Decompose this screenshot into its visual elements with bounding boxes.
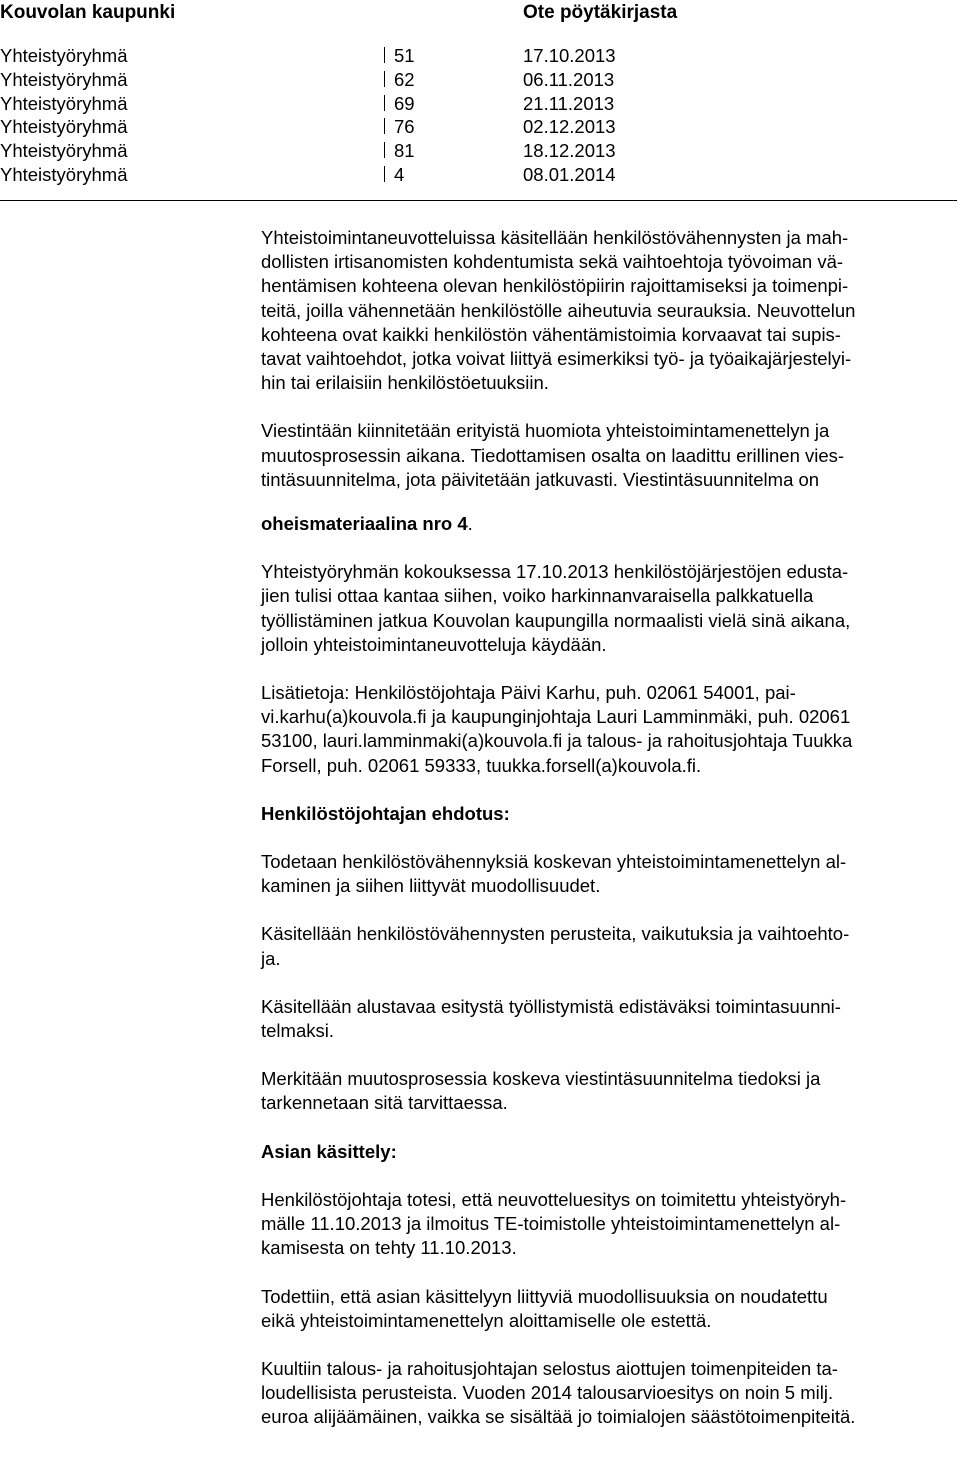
text-line: Todettiin, että asian käsittelyyn liittyviä muodollisuuksia on noudatettu bbox=[261, 1285, 828, 1307]
text-line: telmaksi. bbox=[261, 1020, 334, 1042]
meeting-reference-list bbox=[0, 44, 960, 187]
proposal-item bbox=[261, 995, 959, 1043]
text-line: Käsitellään alustavaa esitystä työllistymistä edistäväksi toimintasuunni- bbox=[261, 995, 841, 1017]
handling-item bbox=[261, 1357, 959, 1430]
section-mark bbox=[384, 47, 393, 63]
text-line: mälle 11.10.2013 ja ilmoitus TE-toimistolle yhteistoimintamenettelyn al- bbox=[261, 1213, 841, 1235]
organization-name: Kouvolan kaupunki bbox=[0, 2, 176, 23]
text-line: 53100, lauri.lamminmaki(a)kouvola.fi ja talous- ja rahoitusjohtaja Tuukka bbox=[261, 730, 853, 752]
text-line: Lisätietoja: Henkilöstöjohtaja Päivi Karhu, puh. 02061 54001, pai- bbox=[261, 682, 796, 704]
meeting-number: 76 bbox=[394, 116, 415, 138]
meeting-date: 02.12.2013 bbox=[523, 116, 616, 138]
meeting-date: 17.10.2013 bbox=[523, 45, 616, 66]
text-line: hentämisen kohteena olevan henkilöstöpiirin rajoittamiseksi ja toimenpi- bbox=[261, 275, 849, 297]
text-line: loudellisista perusteista. Vuoden 2014 talousarvioesitys on noin 5 milj. bbox=[261, 1382, 834, 1404]
text-line: työllistäminen jatkua Kouvolan kaupungilla normaalisti vielä sinä aikana, bbox=[261, 609, 851, 631]
meeting-number: 81 bbox=[394, 140, 415, 162]
meeting-row bbox=[0, 44, 960, 68]
meeting-group: Yhteistyöryhmä bbox=[0, 92, 128, 114]
paragraph-negotiation-scope bbox=[261, 226, 959, 395]
text-line: kohteena ovat kaikki henkilöstön vähentämistoimia korvaavat tai supis- bbox=[261, 323, 841, 345]
meeting-date: 21.11.2013 bbox=[523, 92, 615, 114]
section-mark bbox=[384, 166, 393, 182]
text-line: Käsitellään henkilöstövähennysten perusteita, vaikutuksia ja vaihtoehto- bbox=[261, 923, 850, 945]
document-header bbox=[0, 0, 960, 30]
heading-proposal: Henkilöstöjohtajan ehdotus: bbox=[261, 802, 510, 824]
text-line: jolloin yhteistoimintaneuvotteluja käydään. bbox=[261, 633, 607, 655]
meeting-date: 08.01.2014 bbox=[523, 163, 616, 185]
heading-handling: Asian käsittely: bbox=[261, 1140, 397, 1162]
section-mark bbox=[384, 142, 393, 158]
text-line: tarkennetaan sitä tarvittaessa. bbox=[261, 1092, 508, 1114]
text-line: Kuultiin talous- ja rahoitusjohtajan selostus aiottujen toimenpiteiden ta- bbox=[261, 1357, 838, 1379]
text-line: tavat vaihtoehdot, jotka voivat liittyä esimerkiksi työ- ja työaikajärjestelyi- bbox=[261, 348, 852, 370]
text-line: hin tai erilaisiin henkilöstöetuuksiin. bbox=[261, 372, 549, 394]
meeting-number: 51 bbox=[394, 45, 415, 66]
text-line: Merkitään muutosprosessia koskeva viestintäsuunnitelma tiedoksi ja bbox=[261, 1068, 821, 1090]
proposal-item bbox=[261, 922, 959, 970]
attachment-reference bbox=[261, 512, 959, 536]
proposal-item bbox=[261, 850, 959, 898]
text-line: dollisten irtisanomisten kohdentumista sekä vaihtoehtoja työvoiman vä- bbox=[261, 251, 844, 273]
text-line: Forsell, puh. 02061 59333, tuukka.forsell(a)kouvola.fi. bbox=[261, 754, 702, 776]
text-line: ja. bbox=[261, 947, 281, 969]
text-line: Yhteistyöryhmän kokouksessa 17.10.2013 henkilöstöjärjestöjen edusta- bbox=[261, 561, 849, 583]
meeting-group: Yhteistyöryhmä bbox=[0, 163, 128, 185]
handling-item bbox=[261, 1285, 959, 1333]
text-line: kaminen ja siihen liittyvät muodollisuudet. bbox=[261, 875, 601, 897]
text-line: euroa alijäämäinen, vaikka se sisältää jo toimialojen säästötoimenpiteitä. bbox=[261, 1406, 856, 1428]
text-line: vi.karhu(a)kouvola.fi ja kaupunginjohtaja Lauri Lamminmäki, puh. 02061 bbox=[261, 706, 851, 728]
document-body bbox=[261, 226, 959, 1430]
meeting-number: 4 bbox=[394, 163, 405, 185]
meeting-row bbox=[0, 139, 960, 163]
text-line: Henkilöstöjohtaja totesi, että neuvotteluesitys on toimitettu yhteistyöryh- bbox=[261, 1188, 847, 1210]
handling-item bbox=[261, 1188, 959, 1261]
meeting-group: Yhteistyöryhmä bbox=[0, 140, 128, 162]
attachment-tail: . bbox=[467, 513, 473, 535]
text-line bbox=[261, 512, 959, 536]
meeting-date: 18.12.2013 bbox=[523, 140, 616, 162]
text-line: tintäsuunnitelma, jota päivitetään jatkuvasti. Viestintäsuunnitelma on bbox=[261, 468, 820, 490]
text-line: jien tulisi ottaa kantaa siihen, voiko harkinnanvaraisella palkkatuella bbox=[261, 585, 814, 607]
paragraph-contact-info bbox=[261, 681, 959, 778]
header-divider bbox=[0, 200, 957, 201]
text-line: Todetaan henkilöstövähennyksiä koskevan yhteistoimintamenettelyn al- bbox=[261, 851, 847, 873]
paragraph-communication bbox=[261, 419, 959, 492]
section-mark bbox=[384, 95, 393, 111]
document-type: Ote pöytäkirjasta bbox=[523, 2, 678, 23]
meeting-number: 69 bbox=[394, 92, 415, 114]
meeting-group: Yhteistyöryhmä bbox=[0, 116, 128, 138]
meeting-row bbox=[0, 115, 960, 139]
meeting-row bbox=[0, 163, 960, 187]
meeting-group: Yhteistyöryhmä bbox=[0, 45, 128, 66]
text-line: muutosprosessin aikana. Tiedottamisen osalta on laadittu erillinen vies- bbox=[261, 444, 845, 466]
section-mark bbox=[384, 118, 393, 134]
text-line: eikä yhteistoimintamenettelyn aloittamiselle ole estettä. bbox=[261, 1309, 712, 1331]
meeting-row bbox=[0, 68, 960, 92]
attachment-label: oheismateriaalina nro 4 bbox=[261, 513, 468, 535]
proposal-item bbox=[261, 1067, 959, 1115]
meeting-number: 62 bbox=[394, 68, 415, 90]
text-line: teitä, joilla vähennetään henkilöstölle aiheutuvia seurauksia. Neuvottelun bbox=[261, 299, 856, 321]
meeting-group: Yhteistyöryhmä bbox=[0, 68, 128, 90]
meeting-row bbox=[0, 92, 960, 116]
text-line: kamisesta on tehty 11.10.2013. bbox=[261, 1237, 517, 1259]
text-line: Viestintään kiinnitetään erityistä huomiota yhteistoimintamenettelyn ja bbox=[261, 420, 830, 442]
text-line: Yhteistoimintaneuvotteluissa käsitellään henkilöstövähennysten ja mah- bbox=[261, 227, 849, 248]
section-mark bbox=[384, 71, 393, 87]
paragraph-employment-support bbox=[261, 560, 959, 657]
meeting-date: 06.11.2013 bbox=[523, 68, 615, 90]
